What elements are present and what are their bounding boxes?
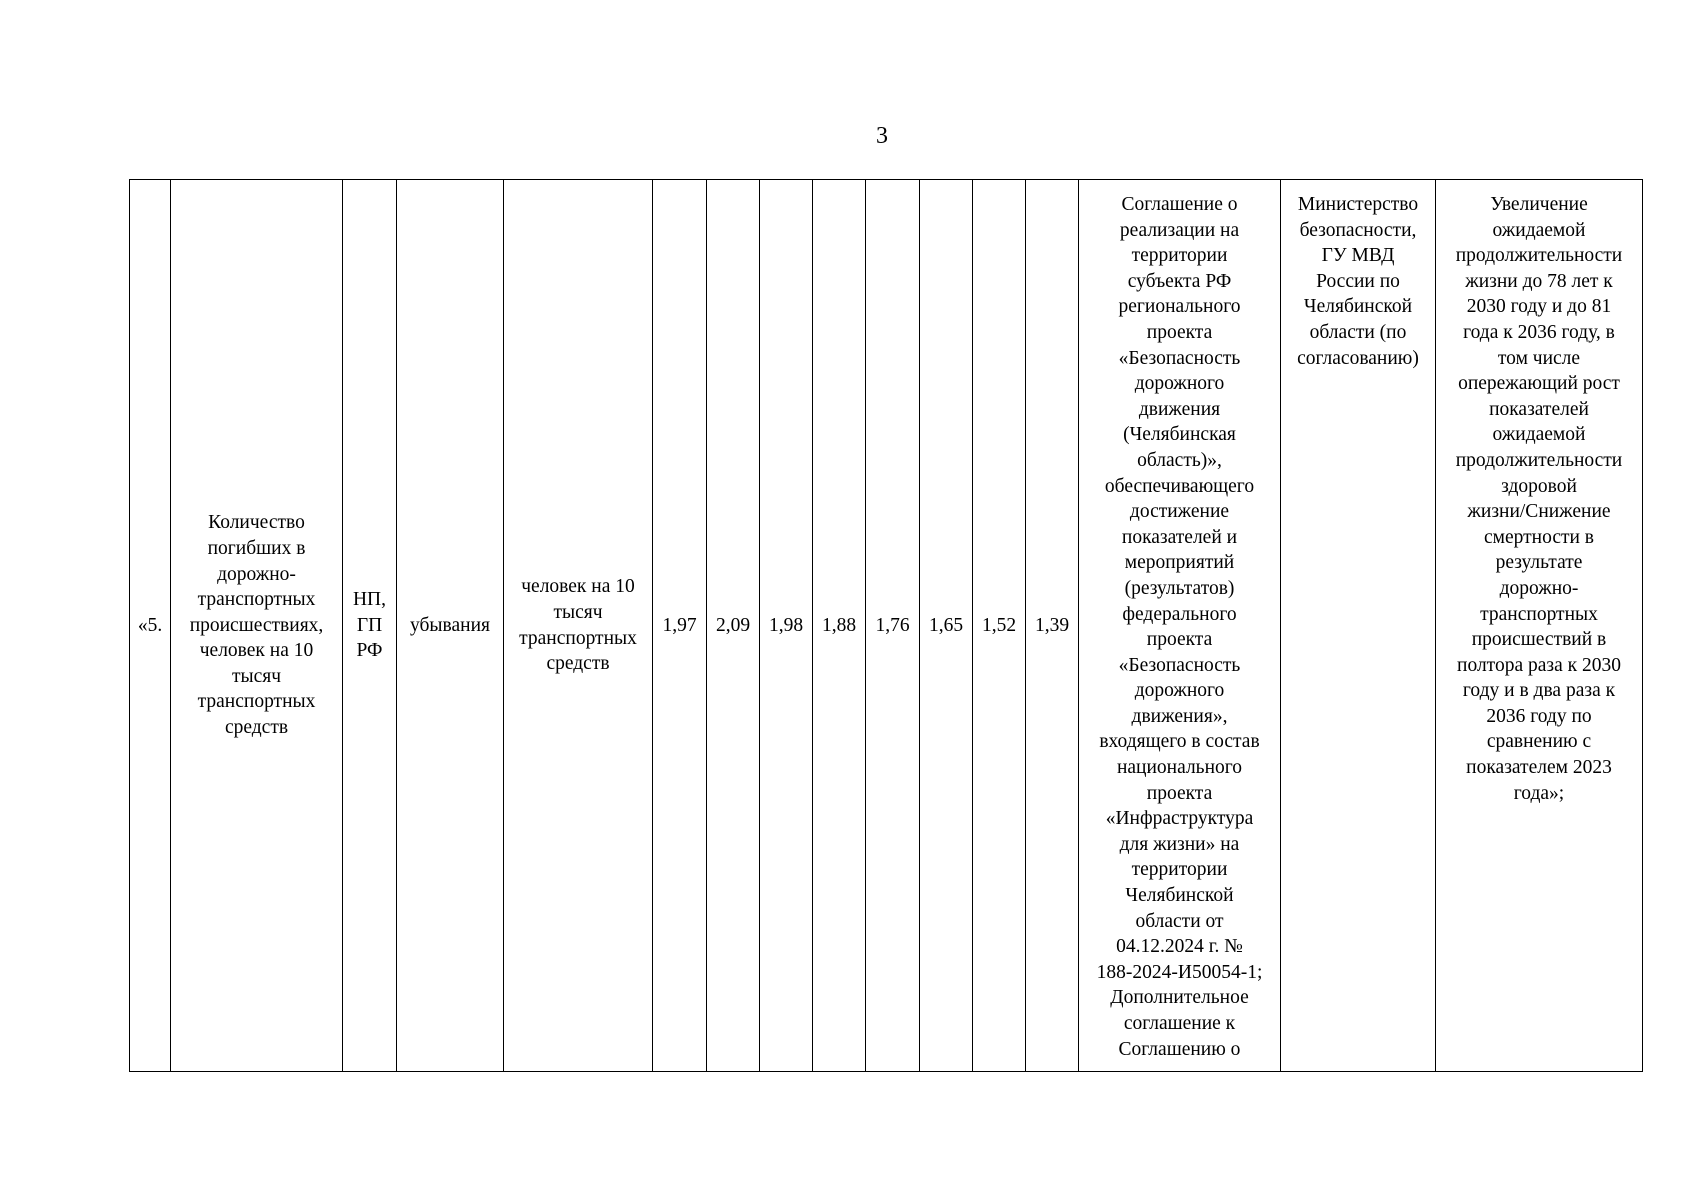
page-number: 3 [876, 123, 888, 149]
basis-document: Соглашение о реализации на территории субъекта РФ регионального проекта «Безопасность дорожного движения (Челябинская область)», обеспечивающего достижение показателей и мероприятий (результатов) федерального проекта «Безопасность дорожного движения», входящего в состав национального проекта «Инфраструктура для жизни» на территории Челябинской области от 04.12.2024 г. № 188-2024-И50054-1; Дополнительное соглашение к Соглашению о [1079, 180, 1281, 1072]
value-cell: 1,97 [653, 180, 707, 1072]
value-cell: 1,88 [813, 180, 866, 1072]
national-goal: Увеличение ожидаемой продолжительности жизни до 78 лет к 2030 году и до 81 года к 2036 году, в том числе опережающий рост показателей ожидаемой продолжительности здоровой жизни/Снижение смертности в результате дорожно- транспортных происшествий в полтора раза к 2030 году и в два раза к 2036 году по сравнению с показателем 2023 года»; [1436, 180, 1643, 1072]
indicator-unit: человек на 10 тысяч транспортных средств [504, 180, 653, 1072]
table-row [130, 180, 1643, 1072]
indicator-table [129, 179, 1643, 1072]
indicator-name: Количество погибших в дорожно- транспортных происшествиях, человек на 10 тысяч транспортных средств [171, 180, 343, 1072]
value-cell: 1,76 [866, 180, 920, 1072]
value-cell: 1,98 [760, 180, 813, 1072]
value-cell: 1,39 [1026, 180, 1079, 1072]
row-index: «5. [130, 180, 171, 1072]
value-cell: 1,65 [920, 180, 973, 1072]
responsible-body: Министерство безопасности, ГУ МВД России по Челябинской области (по согласованию) [1281, 180, 1436, 1072]
value-cell: 1,52 [973, 180, 1026, 1072]
indicator-direction: убывания [397, 180, 504, 1072]
value-cell: 2,09 [707, 180, 760, 1072]
indicator-level: НП, ГП РФ [343, 180, 397, 1072]
